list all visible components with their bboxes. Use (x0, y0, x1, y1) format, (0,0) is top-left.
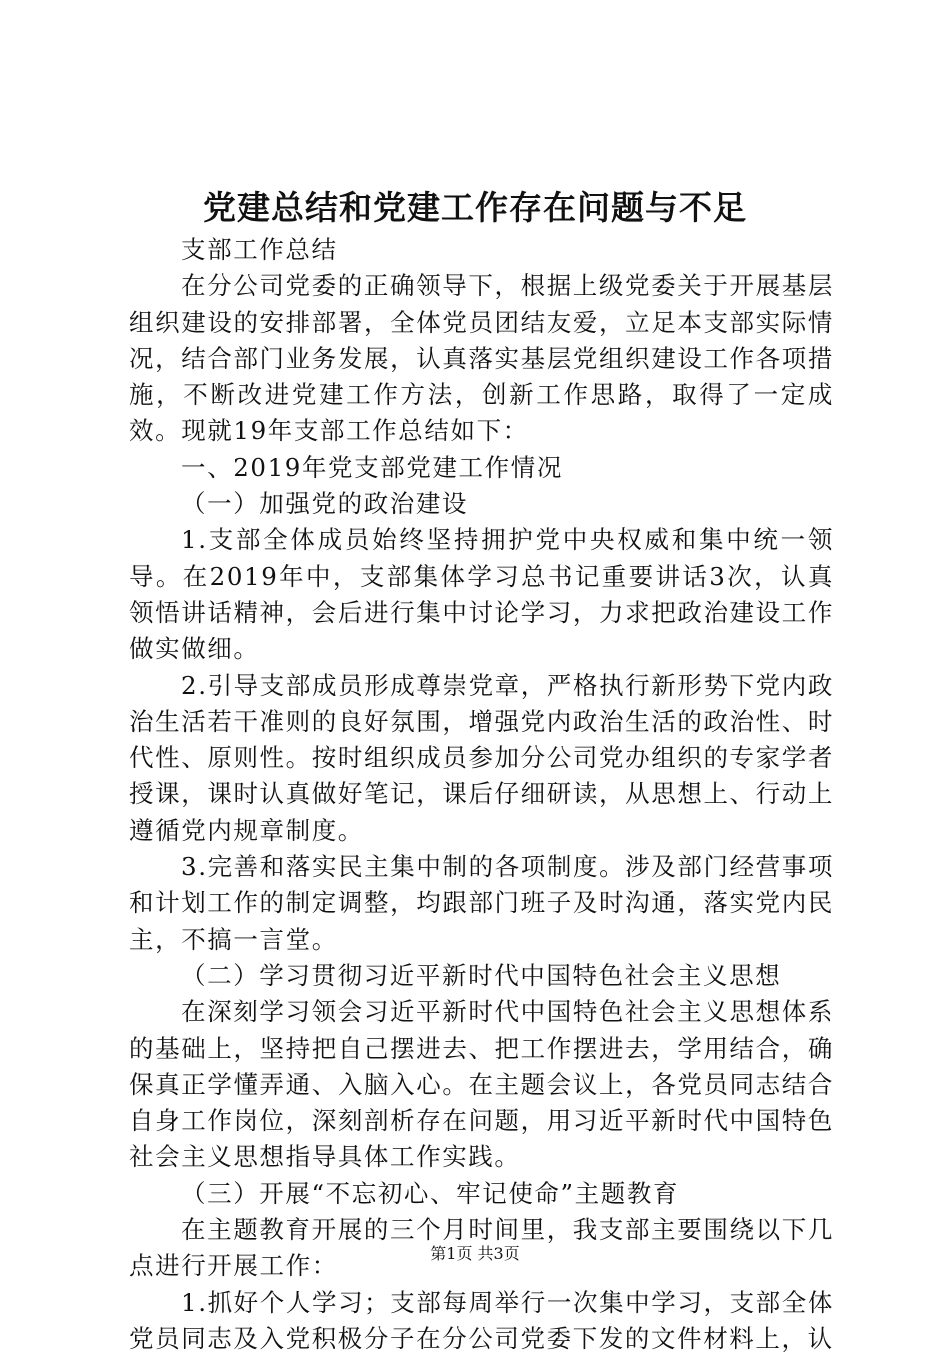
section-heading-1: 一、2019年党支部党建工作情况 (181, 452, 563, 482)
subsection-heading-1: （一）加强党的政治建设 (181, 489, 469, 519)
subsection-heading-3: （三）开展“不忘初心、牢记使命”主题教育 (181, 1178, 680, 1208)
document-body (129, 232, 834, 1357)
body-paragraph: 1.支部全体成员始终坚持拥护党中央权威和集中统一领导。在2019年中，支部集体学习总书记重要讲话3次，认真领悟讲话精神，会后进行集中讨论学习，力求把政治建设工作做实做细。 (129, 525, 834, 664)
document-title: 党建总结和党建工作存在问题与不足 (203, 188, 747, 227)
subsection-heading-2: （二）学习贯彻习近平新时代中国特色社会主义思想 (181, 960, 782, 990)
body-paragraph: 在深刻学习领会习近平新时代中国特色社会主义思想体系的基础上，坚持把自己摆进去、把工作摆进去，学用结合，确保真正学懂弄通、入脑入心。在主题会议上，各党员同志结合自身工作岗位，深刻剖析存在问题，用习近平新时代中国特色社会主义思想指导具体工作实践。 (129, 997, 834, 1172)
body-paragraph: 3.完善和落实民主集中制的各项制度。涉及部门经营事项和计划工作的制定调整，均跟部门班子及时沟通，落实党内民主，不搞一言堂。 (129, 852, 834, 954)
body-paragraph: 在主题教育开展的三个月时间里，我支部主要围绕以下几点进行开展工作： (129, 1215, 834, 1281)
body-paragraph: 在分公司党委的正确领导下，根据上级党委关于开展基层组织建设的安排部署，全体党员团结友爱，立足本支部实际情况，结合部门业务发展，认真落实基层党组织建设工作各项措施，不断改进党建工作方法，创新工作思路，取得了一定成效。现就19年支部工作总结如下： (129, 271, 834, 446)
body-paragraph: 2.引导支部成员形成尊崇党章，严格执行新形势下党内政治生活若干准则的良好氛围，增强党内政治生活的政治性、时代性、原则性。按时组织成员参加分公司党办组织的专家学者授课，课时认真做好笔记，课后仔细研读，从思想上、行动上遵循党内规章制度。 (129, 670, 834, 845)
section-heading-summary: 支部工作总结 (181, 235, 338, 264)
page-footer: 第1页 共3页 (430, 1244, 520, 1263)
body-paragraph: 1.抓好个人学习；支部每周举行一次集中学习，支部全体党员同志及入党积极分子在分公司党委下发的文件材料上，认 (129, 1287, 834, 1353)
